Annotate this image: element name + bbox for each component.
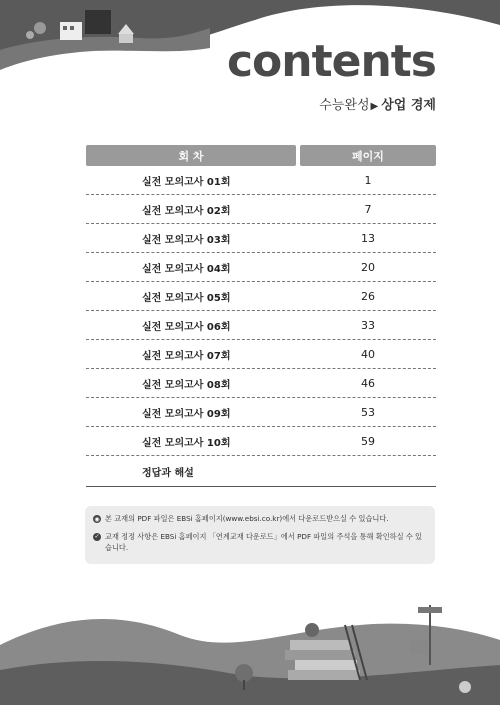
row-round: 실전 모의고사 01회: [142, 176, 231, 188]
table-row[interactable]: [86, 253, 436, 282]
series-name: 수능완성: [319, 98, 370, 113]
subject-name: 상업 경제: [381, 98, 436, 113]
table-row[interactable]: [86, 282, 436, 311]
page-subtitle: [319, 94, 436, 113]
tree-icon: [34, 22, 46, 34]
target-icon: ◉: [94, 515, 100, 523]
table-row[interactable]: [86, 398, 436, 427]
row-page: 40: [361, 347, 375, 361]
table-row[interactable]: [86, 311, 436, 340]
header-page: 페이지: [300, 145, 436, 166]
table-row[interactable]: [86, 340, 436, 369]
table-row[interactable]: [86, 166, 436, 195]
notice-text: 교재 정정 사항은 EBSi 홈페이지 「연계교재 다운로드」에서 PDF 파일의 주석을 통해 확인하실 수 있습니다.: [105, 531, 422, 552]
row-page: 26: [361, 289, 375, 303]
book-stack-icon: [290, 640, 350, 650]
answer-label: 정답과 해설: [142, 467, 194, 479]
notice-box: [85, 506, 435, 564]
bottom-illustration: [0, 585, 500, 705]
row-round: 실전 모의고사 02회: [142, 205, 231, 217]
row-page: 20: [361, 260, 375, 274]
contents-table: [86, 145, 436, 487]
house-icon: [410, 640, 428, 654]
row-page: 7: [364, 202, 372, 216]
building-icon: [85, 10, 111, 34]
person-icon: [305, 623, 319, 637]
table-header: [86, 145, 436, 166]
row-round: 실전 모의고사 07회: [142, 350, 231, 362]
notice-item: [93, 532, 427, 554]
row-page: 46: [361, 376, 375, 390]
row-page: 59: [361, 434, 375, 448]
row-round: 실전 모의고사 09회: [142, 408, 231, 420]
arrow-icon: ▶: [370, 101, 379, 112]
check-icon: ✓: [94, 533, 100, 541]
row-page: 13: [361, 231, 375, 245]
tree-icon: [235, 664, 253, 682]
page-title: contents: [226, 36, 436, 87]
row-round: 실전 모의고사 04회: [142, 263, 231, 275]
row-page: 53: [361, 405, 375, 419]
table-row[interactable]: [86, 195, 436, 224]
row-round: 실전 모의고사 08회: [142, 379, 231, 391]
header-round: 회 차: [86, 145, 296, 166]
row-round: 실전 모의고사 03회: [142, 234, 231, 246]
row-page: 1: [364, 173, 372, 187]
table-row[interactable]: [86, 224, 436, 253]
notice-item: [93, 514, 427, 525]
row-round: 실전 모의고사 06회: [142, 321, 231, 333]
notice-text: 본 교재의 PDF 파일은 EBSi 홈페이지(www.ebsi.co.kr)에서 다운로드받으실 수 있습니다.: [105, 514, 389, 523]
row-round: 실전 모의고사 10회: [142, 437, 231, 449]
table-row[interactable]: [86, 369, 436, 398]
answer-row[interactable]: [86, 456, 436, 487]
row-round: 실전 모의고사 05회: [142, 292, 231, 304]
table-row[interactable]: [86, 427, 436, 456]
row-page: 33: [361, 318, 375, 332]
